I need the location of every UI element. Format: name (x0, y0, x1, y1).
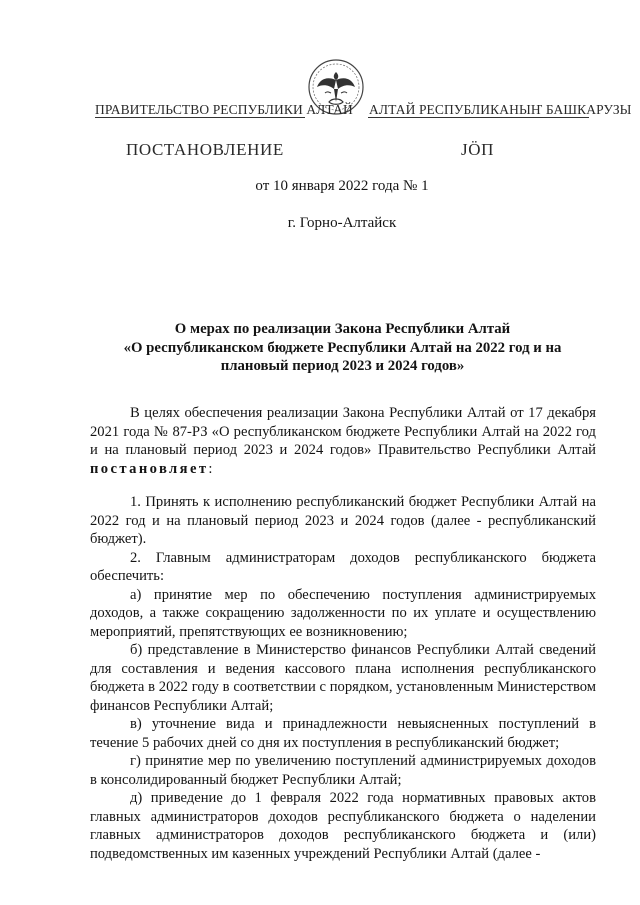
header-org-alt: АЛТАЙ РЕСПУБЛИКАНЫҤ БАШКАРУЗЫ (369, 102, 632, 117)
doc-type-ru: ПОСТАНОВЛЕНИЕ (126, 140, 284, 159)
item-paragraph: в) уточнение вида и принадлежности невыясненных поступлений в течение 5 рабочих дней со дня их поступления в республиканский бюджет; (90, 716, 596, 751)
document-title (90, 320, 595, 376)
preamble-keyword: постановляет (90, 460, 209, 477)
item-paragraph: д) приведение до 1 февраля 2022 года нормативных правовых актов главных администраторов доходов республиканского бюджета о наделении главных администраторов доходов республиканского бюджета и (или) подведомственных им казенных учреждений Республики Алтай (далее - (90, 790, 596, 862)
item-paragraph: а) принятие мер по обеспечению поступления администрируемых доходов, а также сокращению задолженности по их уплате и осуществлению мероприятий, препятствующих ее возникновению; (90, 586, 596, 640)
preamble-suffix: : (208, 460, 213, 477)
document-date: от 10 января 2022 года № 1 (255, 178, 429, 194)
header-underline-left (95, 117, 305, 118)
preamble-text: В целях обеспечения реализации Закона Республики Алтай от 17 декабря 2021 года № 87-РЗ «О республиканском бюджете Республики Алтай на 2022 год и на плановый период 2023 и 2024 годов» Правительство Республики Алтай (90, 405, 596, 458)
title-line: «О республиканском бюджете Республики Алтай на 2022 год и на (123, 339, 562, 356)
doc-type-alt: ЈÖП (461, 140, 494, 159)
title-line: плановый период 2023 и 2024 годов» (220, 358, 465, 374)
document-city: г. Горно-Алтайск (287, 215, 397, 231)
document-body (90, 404, 596, 863)
item-paragraph: 1. Принять к исполнению республиканский бюджет Республики Алтай на 2022 год и на плановый период 2023 и 2024 годов (далее - республиканский бюджет). (90, 494, 596, 547)
title-line: О мерах по реализации Закона Республики Алтай (174, 321, 511, 337)
preamble-paragraph (90, 404, 596, 478)
item-paragraph: г) принятие мер по увеличению поступлений администрируемых доходов в консолидированный бюджет Республики Алтай; (90, 753, 596, 788)
item-paragraph: 2. Главным администраторам доходов республиканского бюджета обеспечить: (90, 549, 596, 584)
header-org-ru: ПРАВИТЕЛЬСТВО РЕСПУБЛИКИ АЛТАЙ (95, 102, 353, 117)
header-underline-right (368, 117, 589, 118)
item-paragraph: б) представление в Министерство финансов Республики Алтай сведений для составления и ведения кассового плана исполнения республиканского бюджета в 2022 году в соответствии с порядком, установленным Министерством финансов Республики Алтай; (90, 642, 596, 714)
